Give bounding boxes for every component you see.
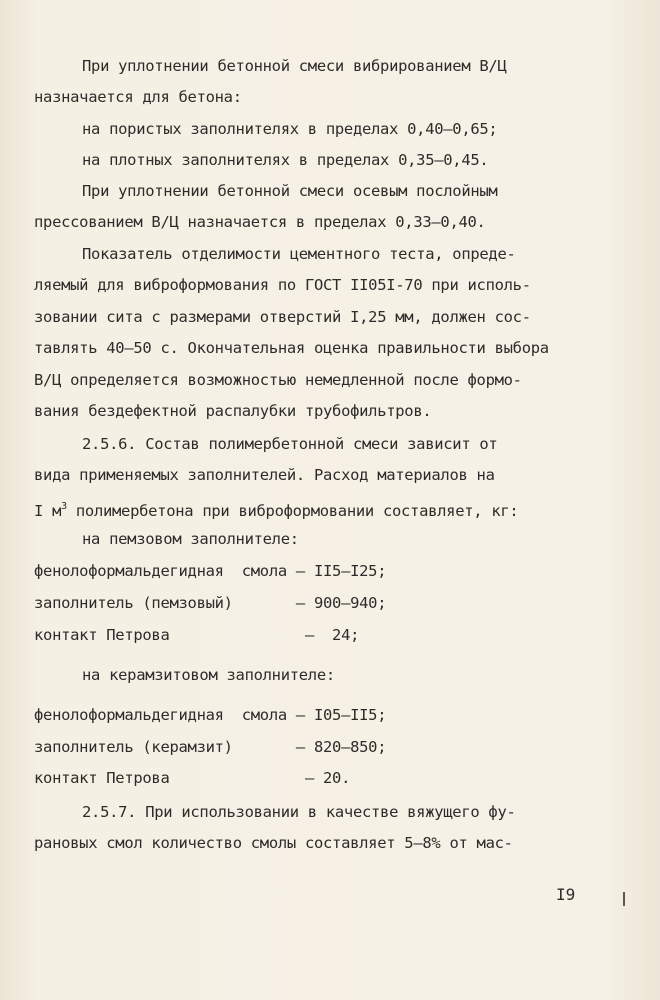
- text-line: рановых смол количество смолы составляет 5–8% от мас-: [34, 834, 513, 852]
- text-line: Показатель отделимости цементного теста, опреде-: [82, 245, 516, 263]
- text-line: 2.5.6. Состав полимербетонной смеси зависит от: [82, 435, 498, 453]
- page-number: I9: [556, 885, 576, 904]
- text-line: прессованием В/Ц назначается в пределах 0,33–0,40.: [34, 213, 486, 231]
- recipe-row: заполнитель (пемзовый) – 900–940;: [34, 594, 387, 612]
- recipe-row: фенолоформальдегидная смола – II5–I25;: [34, 562, 387, 580]
- text-line: зовании сита с размерами отверстий I,25 мм, должен сос-: [34, 308, 531, 326]
- superscript: 3: [61, 501, 67, 512]
- text-line: В/Ц определяется возможностью немедленной после формо-: [34, 371, 522, 389]
- recipe-row: заполнитель (керамзит) – 820–850;: [34, 738, 387, 756]
- unit-text: I м: [34, 502, 62, 520]
- text-line: ляемый для виброформования по ГОСТ II05I-70 при исполь-: [34, 276, 531, 294]
- text-line: При уплотнении бетонной смеси вибрированием В/Ц: [82, 57, 507, 75]
- text-line: вида применяемых заполнителей. Расход материалов на: [34, 466, 495, 484]
- recipe-row: контакт Петрова – 20.: [34, 769, 351, 787]
- text-line: вания бездефектной распалубки трубофильтров.: [34, 402, 432, 420]
- recipe-row: контакт Петрова – 24;: [34, 626, 360, 644]
- text-line: на плотных заполнителях в пределах 0,35–0,45.: [82, 151, 489, 169]
- recipe-row: фенолоформальдегидная смола – I05–II5;: [34, 706, 387, 724]
- text-line: При уплотнении бетонной смеси осевым послойным: [82, 182, 498, 200]
- text-line: назначается для бетона:: [34, 88, 242, 106]
- text-line: на пористых заполнителях в пределах 0,40–0,65;: [82, 120, 498, 138]
- text-line: 2.5.7. При использовании в качестве вяжущего фу-: [82, 803, 516, 821]
- text-line: [34, 497, 518, 521]
- text-line: на керамзитовом заполнителе:: [82, 666, 335, 684]
- edge-mark: [623, 892, 625, 906]
- text-continuation: полимербетона при виброформовании составляет, кг:: [66, 502, 519, 520]
- text-line: на пемзовом заполнителе:: [82, 530, 299, 548]
- text-line: тавлять 40–50 с. Окончательная оценка правильности выбора: [34, 339, 549, 357]
